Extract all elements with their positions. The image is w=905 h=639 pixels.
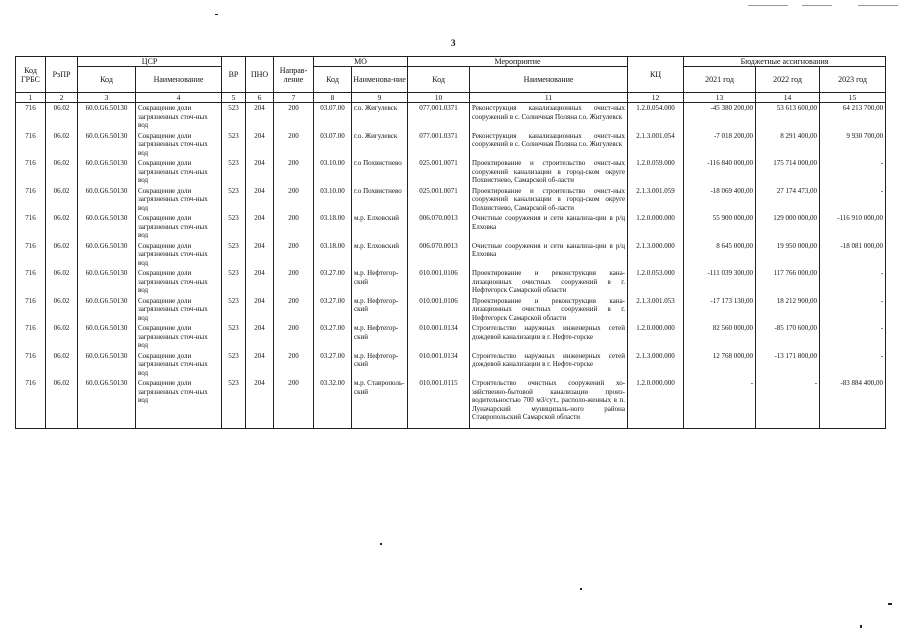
cell-2022: 18 212 900,00	[756, 296, 820, 324]
cell-csr-kod: 60.0.G6.50130	[78, 351, 136, 379]
cell-mo-name: г.о. Жигулевск	[352, 131, 408, 159]
cell-csr-kod: 60.0.G6.50130	[78, 158, 136, 186]
scan-mark	[580, 588, 582, 590]
cell-vr: 523	[222, 378, 246, 428]
cell-csr-name: Сокращение доли загрязненных сточ-ных вод	[136, 103, 222, 131]
cell-napr: 200	[274, 186, 314, 214]
header-mo-kod: Код	[314, 67, 352, 93]
cell-rzpr: 06.02	[46, 323, 78, 351]
column-number: 11	[470, 93, 628, 103]
cell-2023: 64 213 700,00	[820, 103, 886, 131]
table-row	[16, 351, 886, 379]
cell-rzpr: 06.02	[46, 241, 78, 269]
cell-mo-kod: 03.27.00	[314, 323, 352, 351]
column-number: 7	[274, 93, 314, 103]
cell-pno: 204	[246, 323, 274, 351]
header-csr-name: Наименование	[136, 67, 222, 93]
column-number: 13	[684, 93, 756, 103]
cell-mo-name: м.р. Ставрополь-ский	[352, 378, 408, 428]
cell-csr-kod: 60.0.G6.50130	[78, 268, 136, 296]
cell-mo-kod: 03.07.00	[314, 103, 352, 131]
table-row	[16, 186, 886, 214]
cell-mer-kod: 010.001.0134	[408, 323, 470, 351]
cell-2022: 53 613 600,00	[756, 103, 820, 131]
cell-csr-name: Сокращение доли загрязненных сточ-ных вод	[136, 296, 222, 324]
cell-mer-kod: 010.001.0115	[408, 378, 470, 428]
cell-mer-kod: 006.070.0013	[408, 213, 470, 241]
cell-mo-kod: 03.18.00	[314, 213, 352, 241]
cell-mo-name: г.о. Жигулевск	[352, 103, 408, 131]
cell-2023: -	[820, 351, 886, 379]
cell-kc: 1.2.0.059.000	[628, 158, 684, 186]
cell-napr: 200	[274, 378, 314, 428]
cell-mo-kod: 03.27.00	[314, 268, 352, 296]
cell-vr: 523	[222, 158, 246, 186]
budget-table	[15, 56, 886, 429]
cell-pno: 204	[246, 103, 274, 131]
cell-rzpr: 06.02	[46, 351, 78, 379]
header-kod-grbs: Код ГРБС	[16, 57, 46, 93]
cell-napr: 200	[274, 103, 314, 131]
cell-grbs: 716	[16, 131, 46, 159]
cell-csr-name: Сокращение доли загрязненных сточ-ных вод	[136, 241, 222, 269]
cell-grbs: 716	[16, 103, 46, 131]
cell-vr: 523	[222, 103, 246, 131]
header-vr: ВР	[222, 57, 246, 93]
cell-kc: 2.1.3.001.053	[628, 296, 684, 324]
scan-mark	[215, 14, 218, 15]
cell-vr: 523	[222, 351, 246, 379]
table-row	[16, 296, 886, 324]
cell-grbs: 716	[16, 378, 46, 428]
cell-mer-name: Очистные сооружения и сети канализа-ции в р/ц Елховка	[470, 213, 628, 241]
cell-rzpr: 06.02	[46, 131, 78, 159]
cell-pno: 204	[246, 241, 274, 269]
header-pno: ПНО	[246, 57, 274, 93]
cell-2023: -116 910 000,00	[820, 213, 886, 241]
cell-napr: 200	[274, 268, 314, 296]
cell-2021: 12 768 000,00	[684, 351, 756, 379]
column-number: 3	[78, 93, 136, 103]
cell-mer-kod: 077.001.0371	[408, 131, 470, 159]
cell-pno: 204	[246, 213, 274, 241]
cell-napr: 200	[274, 351, 314, 379]
cell-mo-kod: 03.18.00	[314, 241, 352, 269]
cell-grbs: 716	[16, 241, 46, 269]
cell-grbs: 716	[16, 351, 46, 379]
cell-2022: -13 171 800,00	[756, 351, 820, 379]
cell-pno: 204	[246, 268, 274, 296]
scan-mark	[748, 5, 788, 6]
cell-grbs: 716	[16, 158, 46, 186]
cell-2022: 27 174 473,00	[756, 186, 820, 214]
table-row	[16, 158, 886, 186]
cell-csr-kod: 60.0.G6.50130	[78, 103, 136, 131]
cell-napr: 200	[274, 323, 314, 351]
scan-mark	[858, 5, 898, 6]
cell-pno: 204	[246, 131, 274, 159]
column-number: 2	[46, 93, 78, 103]
header-mer: Мероприятие	[408, 57, 628, 67]
cell-vr: 523	[222, 296, 246, 324]
cell-napr: 200	[274, 241, 314, 269]
cell-2021: -	[684, 378, 756, 428]
cell-rzpr: 06.02	[46, 213, 78, 241]
cell-napr: 200	[274, 296, 314, 324]
cell-rzpr: 06.02	[46, 268, 78, 296]
cell-2023: 9 930 700,00	[820, 131, 886, 159]
table-row	[16, 268, 886, 296]
cell-2021: -18 069 400,00	[684, 186, 756, 214]
cell-csr-kod: 60.0.G6.50130	[78, 186, 136, 214]
cell-csr-kod: 60.0.G6.50130	[78, 131, 136, 159]
cell-2021: -7 018 200,00	[684, 131, 756, 159]
cell-rzpr: 06.02	[46, 186, 78, 214]
cell-2021: -17 173 130,00	[684, 296, 756, 324]
cell-mer-name: Реконструкция канализационных очист-ных сооружений в с. Солнечная Поляна г.о. Жигулевск	[470, 131, 628, 159]
table-header	[16, 57, 886, 103]
cell-mer-name: Проектирование и реконструкция кана-лизационных очистных сооружений в г. Нефтегорск Самарской области	[470, 268, 628, 296]
cell-mo-kod: 03.27.00	[314, 296, 352, 324]
header-csr: ЦСР	[78, 57, 222, 67]
header-napr: Направ-ление	[274, 57, 314, 93]
header-kc: КЦ	[628, 57, 684, 93]
page-number: 3	[451, 38, 456, 48]
scan-mark	[888, 603, 892, 605]
column-number: 14	[756, 93, 820, 103]
cell-mo-name: м.р. Нефтегор-ский	[352, 268, 408, 296]
cell-2021: -116 840 000,00	[684, 158, 756, 186]
cell-rzpr: 06.02	[46, 103, 78, 131]
cell-mer-kod: 077.001.0371	[408, 103, 470, 131]
cell-2021: -111 039 300,00	[684, 268, 756, 296]
cell-csr-name: Сокращение доли загрязненных сточ-ных вод	[136, 158, 222, 186]
column-number: 12	[628, 93, 684, 103]
cell-kc: 1.2.0.000.000	[628, 378, 684, 428]
cell-pno: 204	[246, 296, 274, 324]
table-row	[16, 103, 886, 131]
cell-grbs: 716	[16, 268, 46, 296]
cell-rzpr: 06.02	[46, 158, 78, 186]
column-number: 8	[314, 93, 352, 103]
cell-kc: 1.2.0.054.000	[628, 103, 684, 131]
header-2022: 2022 год	[756, 67, 820, 93]
cell-pno: 204	[246, 158, 274, 186]
table-row	[16, 323, 886, 351]
cell-csr-name: Сокращение доли загрязненных сточ-ных вод	[136, 186, 222, 214]
column-number: 5	[222, 93, 246, 103]
cell-mer-kod: 010.001.0106	[408, 268, 470, 296]
cell-2022: 117 766 000,00	[756, 268, 820, 296]
column-number: 15	[820, 93, 886, 103]
cell-mer-name: Проектирование и реконструкция кана-лизационных очистных сооружений в г. Нефтегорск Самарской области	[470, 296, 628, 324]
cell-mo-name: г.о Похвистнево	[352, 158, 408, 186]
column-number: 6	[246, 93, 274, 103]
cell-2023: -	[820, 323, 886, 351]
cell-csr-kod: 60.0.G6.50130	[78, 241, 136, 269]
table-row	[16, 131, 886, 159]
cell-2021: 82 560 000,00	[684, 323, 756, 351]
cell-pno: 204	[246, 378, 274, 428]
scan-mark	[802, 5, 832, 6]
cell-csr-kod: 60.0.G6.50130	[78, 323, 136, 351]
cell-mer-kod: 025.001.0071	[408, 186, 470, 214]
cell-mo-name: м.р. Нефтегор-ский	[352, 351, 408, 379]
cell-vr: 523	[222, 131, 246, 159]
cell-mer-kod: 025.001.0071	[408, 158, 470, 186]
cell-2023: -18 081 000,00	[820, 241, 886, 269]
cell-mo-kod: 03.07.00	[314, 131, 352, 159]
cell-csr-name: Сокращение доли загрязненных сточ-ных вод	[136, 378, 222, 428]
cell-vr: 523	[222, 241, 246, 269]
cell-vr: 523	[222, 268, 246, 296]
cell-2022: 129 000 000,00	[756, 213, 820, 241]
cell-mo-name: м.р. Елховский	[352, 213, 408, 241]
header-2021: 2021 год	[684, 67, 756, 93]
cell-2023: -	[820, 296, 886, 324]
header-mer-name: Наименование	[470, 67, 628, 93]
cell-mo-name: м.р. Нефтегор-ский	[352, 296, 408, 324]
cell-mo-kod: 03.10.00	[314, 158, 352, 186]
cell-mer-kod: 010.001.0134	[408, 351, 470, 379]
cell-2023: -83 884 400,00	[820, 378, 886, 428]
header-mo: МО	[314, 57, 408, 67]
cell-mer-name: Строительство наружных инженерных сетей дождевой канализации в г. Нефте-горске	[470, 351, 628, 379]
cell-2022: 19 950 000,00	[756, 241, 820, 269]
table-body	[16, 103, 886, 429]
cell-grbs: 716	[16, 213, 46, 241]
column-number: 1	[16, 93, 46, 103]
cell-2023: -	[820, 186, 886, 214]
cell-mer-name: Проектирование и строительство очист-ных сооружений канализации в город-ском округе Похвистнево, Самарской об-ласти	[470, 158, 628, 186]
table-row	[16, 241, 886, 269]
cell-2021: 8 645 000,00	[684, 241, 756, 269]
column-number: 9	[352, 93, 408, 103]
cell-pno: 204	[246, 186, 274, 214]
cell-mer-kod: 006.070.0013	[408, 241, 470, 269]
cell-csr-name: Сокращение доли загрязненных сточ-ных вод	[136, 213, 222, 241]
cell-kc: 1.2.0.053.000	[628, 268, 684, 296]
cell-kc: 1.2.0.000.000	[628, 323, 684, 351]
cell-mo-kod: 03.32.00	[314, 378, 352, 428]
cell-vr: 523	[222, 186, 246, 214]
cell-2022: 8 291 400,00	[756, 131, 820, 159]
cell-mo-kod: 03.27.00	[314, 351, 352, 379]
cell-kc: 1.2.0.000.000	[628, 213, 684, 241]
cell-mo-name: г.о Похвистнево	[352, 186, 408, 214]
cell-kc: 2.1.3.001.059	[628, 186, 684, 214]
cell-rzpr: 06.02	[46, 296, 78, 324]
cell-napr: 200	[274, 213, 314, 241]
table-row	[16, 213, 886, 241]
cell-grbs: 716	[16, 186, 46, 214]
cell-2022: -	[756, 378, 820, 428]
header-mer-kod: Код	[408, 67, 470, 93]
cell-vr: 523	[222, 323, 246, 351]
cell-mer-name: Реконструкция канализационных очист-ных сооружений в с. Солнечная Поляна г.о. Жигулевск	[470, 103, 628, 131]
cell-mo-name: м.р. Нефтегор-ский	[352, 323, 408, 351]
header-csr-kod: Код	[78, 67, 136, 93]
cell-csr-name: Сокращение доли загрязненных сточ-ных вод	[136, 323, 222, 351]
cell-csr-name: Сокращение доли загрязненных сточ-ных вод	[136, 131, 222, 159]
cell-csr-kod: 60.0.G6.50130	[78, 378, 136, 428]
cell-mer-name: Проектирование и строительство очист-ных сооружений канализации в город-ском округе Похвистнево, Самарской об-ласти	[470, 186, 628, 214]
cell-napr: 200	[274, 158, 314, 186]
cell-grbs: 716	[16, 296, 46, 324]
cell-kc: 2.1.3.000.000	[628, 351, 684, 379]
header-mo-name: Наименова-ние	[352, 67, 408, 93]
table-row	[16, 378, 886, 428]
cell-2022: 175 714 000,00	[756, 158, 820, 186]
cell-2023: -	[820, 268, 886, 296]
cell-grbs: 716	[16, 323, 46, 351]
column-number-row	[16, 93, 886, 103]
cell-csr-kod: 60.0.G6.50130	[78, 213, 136, 241]
cell-kc: 2.1.3.001.054	[628, 131, 684, 159]
cell-mo-kod: 03.10.00	[314, 186, 352, 214]
cell-mer-name: Строительство очистных сооружений хо-зяйственно-бытовой канализации произ-водительностью 700 м3/сут., располо-женных в п. Луначарский муниципаль-ного района Ставропольский Самарской области	[470, 378, 628, 428]
cell-2021: -45 380 200,00	[684, 103, 756, 131]
cell-csr-kod: 60.0.G6.50130	[78, 296, 136, 324]
header-2023: 2023 год	[820, 67, 886, 93]
column-number: 4	[136, 93, 222, 103]
cell-csr-name: Сокращение доли загрязненных сточ-ных вод	[136, 268, 222, 296]
cell-pno: 204	[246, 351, 274, 379]
scan-mark	[380, 543, 382, 545]
cell-mer-name: Строительство наружных инженерных сетей дождевой канализации в г. Нефте-горске	[470, 323, 628, 351]
cell-napr: 200	[274, 131, 314, 159]
scan-mark	[860, 625, 862, 628]
cell-2021: 55 900 000,00	[684, 213, 756, 241]
cell-mer-name: Очистные сооружения и сети канализа-ции в р/ц Елховка	[470, 241, 628, 269]
header-budget: Бюджетные ассигнования	[684, 57, 886, 67]
column-number: 10	[408, 93, 470, 103]
cell-2023: -	[820, 158, 886, 186]
cell-mo-name: м.р. Елховский	[352, 241, 408, 269]
cell-rzpr: 06.02	[46, 378, 78, 428]
cell-2022: -85 170 600,00	[756, 323, 820, 351]
cell-kc: 2.1.3.000.000	[628, 241, 684, 269]
cell-vr: 523	[222, 213, 246, 241]
header-rzpr: РзПР	[46, 57, 78, 93]
cell-csr-name: Сокращение доли загрязненных сточ-ных вод	[136, 351, 222, 379]
cell-mer-kod: 010.001.0106	[408, 296, 470, 324]
